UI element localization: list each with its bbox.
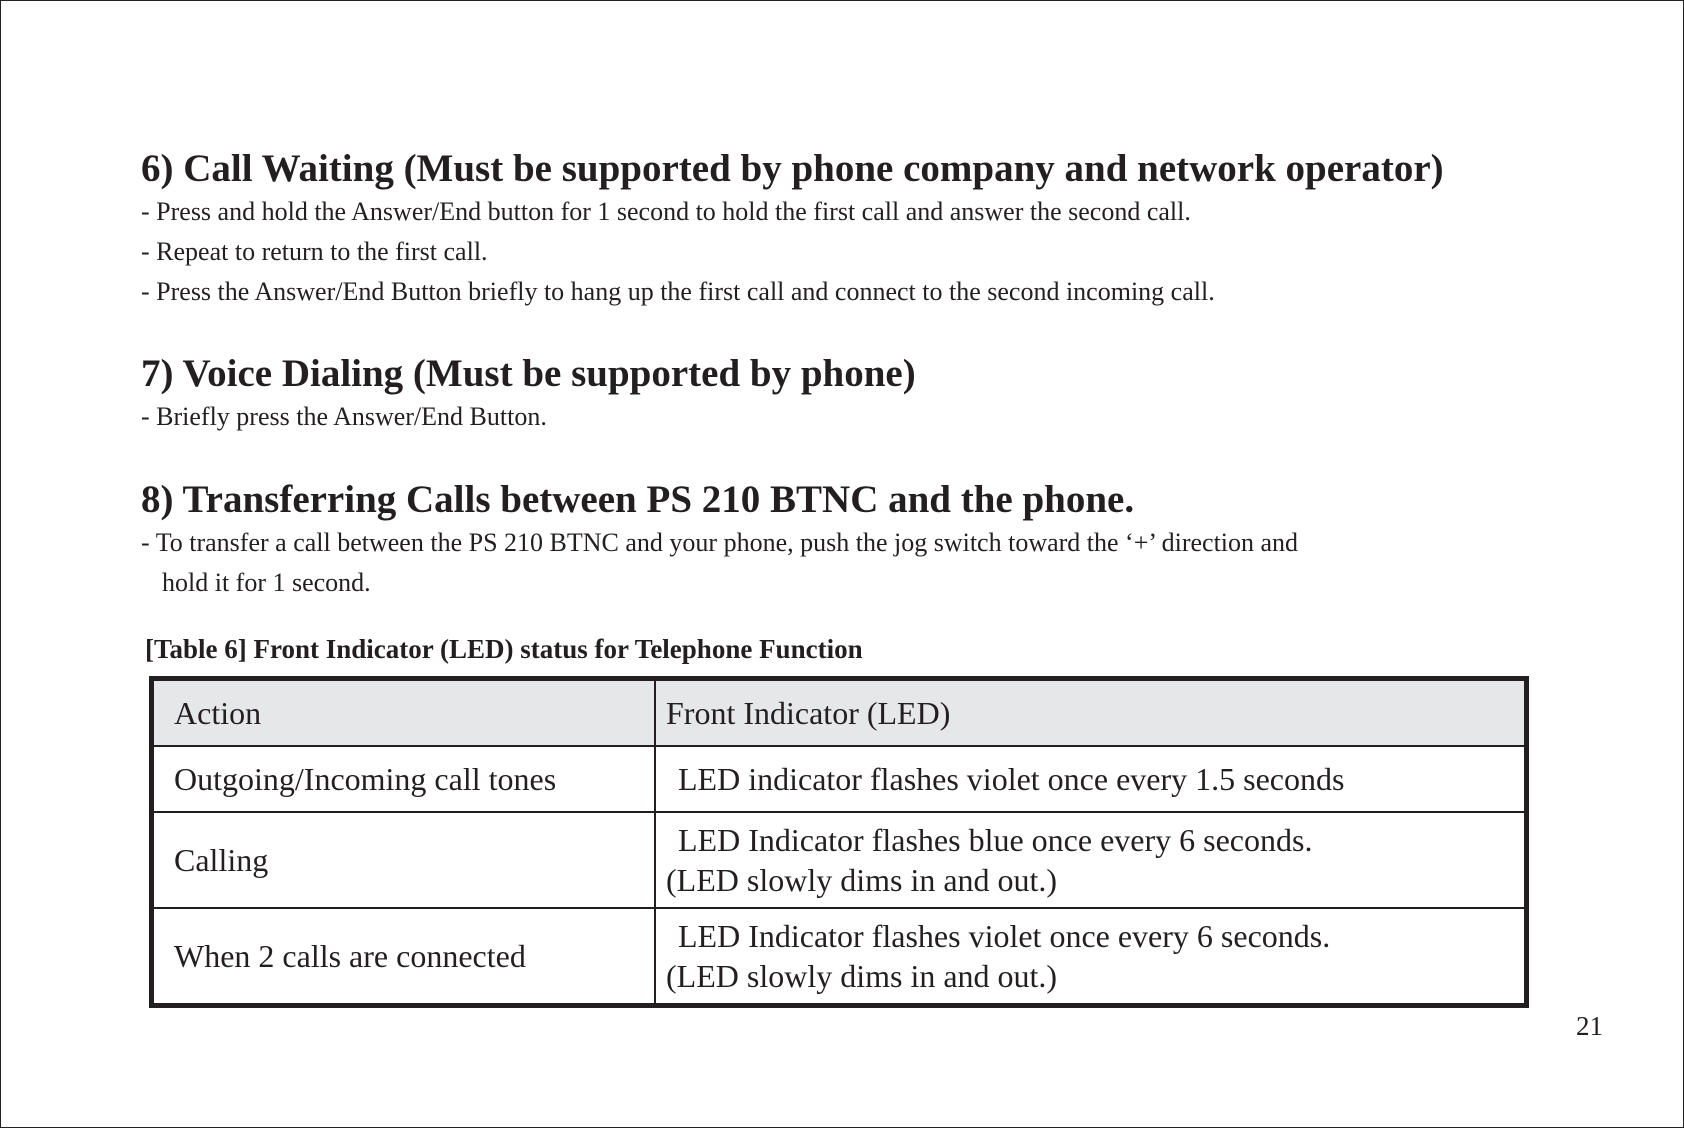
led-description: LED indicator flashes violet once every 1.5 seconds [678,761,1345,797]
led-cell [655,746,1527,812]
led-cell [655,812,1527,908]
instruction-line: - To transfer a call between the PS 210 BTNC and your phone, push the jog switch toward the ‘+’ direction and [141,528,1299,557]
led-description: LED Indicator flashes blue once every 6 seconds. [678,822,1313,858]
section-call-waiting [141,146,1561,312]
table-caption: [Table 6] Front Indicator (LED) status for Telephone Function [145,634,863,664]
section-heading: 7) Voice Dialing (Must be supported by phone) [141,352,916,395]
led-note: (LED slowly dims in and out.) [666,958,1058,994]
table-row [152,812,1527,908]
section-heading: 8) Transferring Calls between PS 210 BTNC and the phone. [141,478,1135,521]
page-number: 21 [1576,1011,1603,1041]
header-front-indicator: Front Indicator (LED) [655,679,1527,747]
instruction-line: - Repeat to return to the first call. [141,237,488,266]
header-action: Action [152,679,656,747]
action-cell: Outgoing/Incoming call tones [152,746,656,812]
instruction-line-continued: hold it for 1 second. [162,568,371,597]
instruction-line: - Press and hold the Answer/End button for 1 second to hold the first call and answer the second call. [141,197,1191,226]
action-cell: Calling [152,812,656,908]
led-status-table [149,676,1529,1008]
action-cell: When 2 calls are connected [152,908,656,1006]
instruction-line: - Press the Answer/End Button briefly to hang up the first call and connect to the second incoming call. [141,277,1215,306]
section-transferring-calls [141,477,1561,603]
led-note: (LED slowly dims in and out.) [666,862,1058,898]
table-row [152,908,1527,1006]
section-heading: 6) Call Waiting (Must be supported by phone company and network operator) [141,147,1444,190]
led-description: LED Indicator flashes violet once every 6 seconds. [678,918,1331,954]
table-row [152,746,1527,812]
table-header-row [152,679,1527,747]
instruction-line: - Briefly press the Answer/End Button. [141,402,547,431]
section-voice-dialing [141,351,1561,437]
led-cell [655,908,1527,1006]
